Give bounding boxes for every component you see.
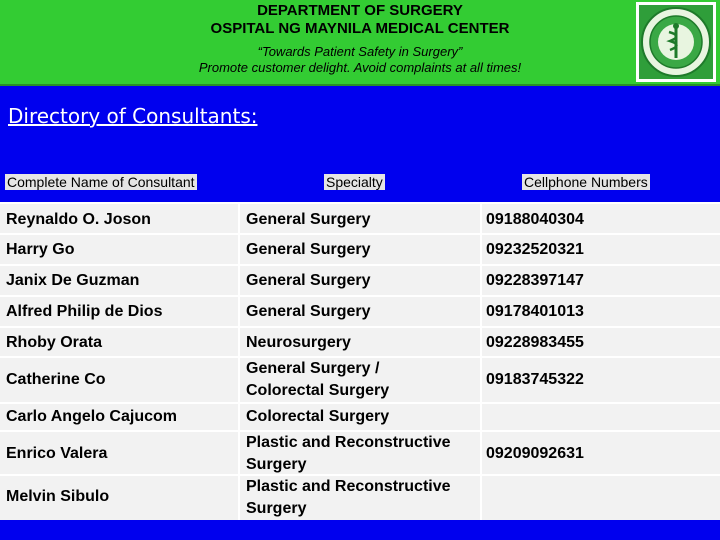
specialty-cell xyxy=(240,297,482,326)
column-header-label: Complete Name of Consultant xyxy=(7,174,195,190)
consultant-name: Carlo Angelo Cajucom xyxy=(6,408,177,425)
phone-cell xyxy=(482,204,720,234)
column-header-phone xyxy=(482,162,720,202)
phone-cell xyxy=(482,476,720,520)
phone-number: 09228983455 xyxy=(486,334,584,351)
header-banner xyxy=(0,0,720,86)
specialty: General Surgery xyxy=(246,241,371,258)
name-cell xyxy=(0,297,240,326)
consultant-name: Alfred Philip de Dios xyxy=(6,303,163,320)
table-row xyxy=(0,430,720,474)
table-row xyxy=(0,326,720,356)
phone-cell xyxy=(482,358,720,402)
specialty-cell xyxy=(240,204,482,234)
consultant-name: Rhoby Orata xyxy=(6,334,103,351)
specialty-cell xyxy=(240,266,482,295)
motto: “Towards Patient Safety in Surgery” xyxy=(257,44,463,59)
name-cell xyxy=(0,358,240,402)
consultant-name: Melvin Sibulo xyxy=(6,488,110,505)
specialty: Neurosurgery xyxy=(246,334,351,351)
phone-number: 09209092631 xyxy=(486,445,584,462)
phone-cell xyxy=(482,404,720,430)
phone-number: 09188040304 xyxy=(486,211,584,228)
phone-cell xyxy=(482,297,720,326)
consultant-name: Enrico Valera xyxy=(6,445,108,462)
consultant-name: Harry Go xyxy=(6,241,75,258)
directory-title: Directory of Consultants: xyxy=(8,104,258,128)
phone-cell xyxy=(482,432,720,474)
specialty-line-2: Surgery xyxy=(246,456,307,473)
specialty-line-1: General Surgery / xyxy=(246,360,380,377)
name-cell xyxy=(0,432,240,474)
specialty-cell xyxy=(240,328,482,356)
phone-number: 09228397147 xyxy=(486,272,584,289)
table-row xyxy=(0,402,720,430)
name-cell xyxy=(0,204,240,234)
table-row xyxy=(0,202,720,234)
specialty-cell xyxy=(240,476,482,520)
specialty-cell xyxy=(240,358,482,402)
column-header-name xyxy=(0,162,238,202)
footer-band xyxy=(0,520,720,540)
name-cell xyxy=(0,404,240,430)
header-text xyxy=(0,2,720,76)
specialty-cell xyxy=(240,404,482,430)
phone-cell xyxy=(482,235,720,264)
phone-number: 09232520321 xyxy=(486,241,584,258)
table-row xyxy=(0,295,720,326)
specialty-line-1: Plastic and Reconstructive xyxy=(246,478,451,495)
hospital-seal-icon xyxy=(636,2,716,82)
name-cell xyxy=(0,476,240,520)
table-row xyxy=(0,233,720,264)
column-header-label: Cellphone Numbers xyxy=(524,174,648,190)
name-cell xyxy=(0,328,240,356)
specialty-line-1: Plastic and Reconstructive xyxy=(246,434,451,451)
specialty: General Surgery xyxy=(246,303,371,320)
hospital-name: OSPITAL NG MAYNILA MEDICAL CENTER xyxy=(210,20,510,37)
column-header-specialty xyxy=(238,162,482,202)
consultant-name: Janix De Guzman xyxy=(6,272,140,289)
column-header-label: Specialty xyxy=(326,174,383,190)
phone-number: 09178401013 xyxy=(486,303,584,320)
phone-cell xyxy=(482,328,720,356)
tagline: Promote customer delight. Avoid complaints at all times! xyxy=(198,60,522,75)
specialty: General Surgery xyxy=(246,211,371,228)
department-title: DEPARTMENT OF SURGERY xyxy=(257,2,463,19)
table-row xyxy=(0,356,720,402)
specialty-line-2: Colorectal Surgery xyxy=(246,382,390,399)
specialty-line-2: Surgery xyxy=(246,500,307,517)
specialty-cell xyxy=(240,432,482,474)
specialty: General Surgery xyxy=(246,272,371,289)
phone-number: 09183745322 xyxy=(486,371,584,388)
name-cell xyxy=(0,235,240,264)
table-row xyxy=(0,264,720,295)
phone-cell xyxy=(482,266,720,295)
consultant-name: Catherine Co xyxy=(6,371,106,388)
table-row xyxy=(0,474,720,520)
specialty: Colorectal Surgery xyxy=(246,408,390,425)
specialty-cell xyxy=(240,235,482,264)
name-cell xyxy=(0,266,240,295)
consultant-name: Reynaldo O. Joson xyxy=(6,211,151,228)
